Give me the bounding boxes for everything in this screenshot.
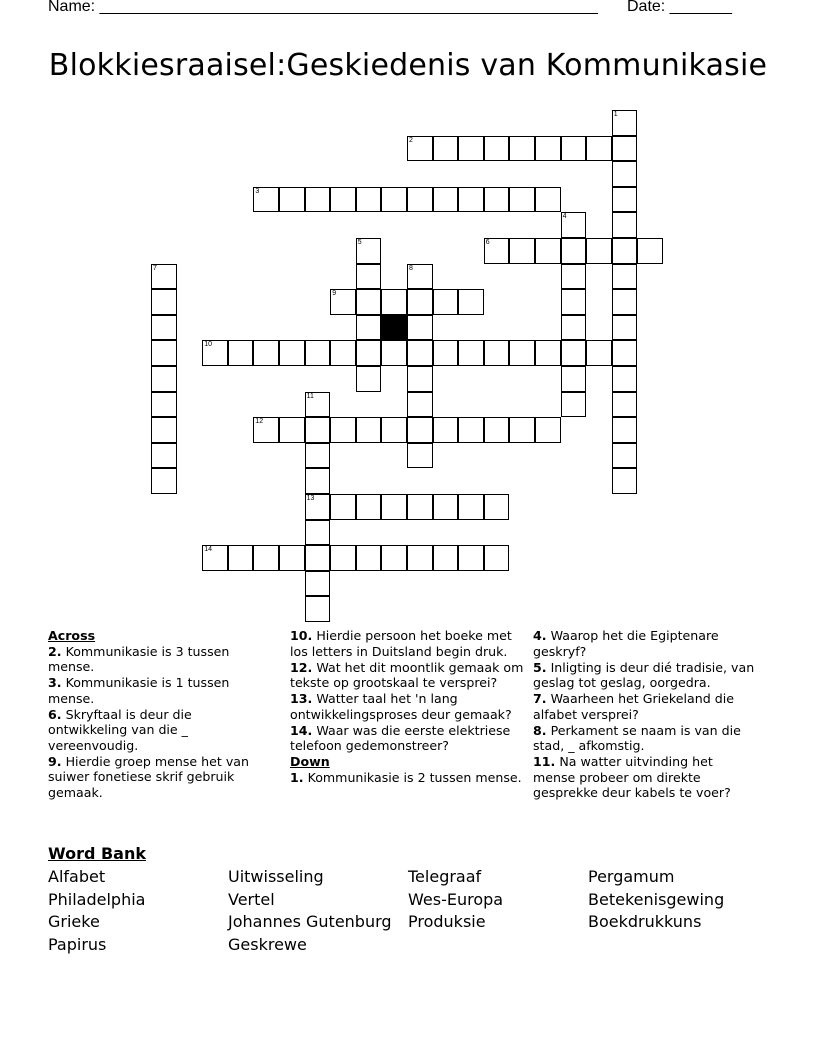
grid-cell[interactable] bbox=[356, 187, 382, 213]
grid-cell[interactable] bbox=[330, 187, 356, 213]
grid-cell[interactable] bbox=[407, 417, 433, 443]
clues-column-2 bbox=[290, 628, 526, 786]
grid-cell[interactable] bbox=[407, 289, 433, 315]
cell-number: 13 bbox=[306, 495, 315, 502]
grid-cell[interactable] bbox=[561, 392, 587, 418]
clue-number: 9. bbox=[48, 753, 62, 769]
cell-number: 1 bbox=[613, 111, 618, 118]
word-bank-item: Boekdrukkuns bbox=[588, 912, 702, 931]
grid-cell[interactable] bbox=[586, 136, 612, 162]
grid-cell[interactable] bbox=[535, 238, 561, 264]
clue-number: 8. bbox=[533, 722, 547, 738]
clue-text: Kommunikasie is 2 tussen mense. bbox=[307, 769, 522, 785]
word-bank-item: Philadelphia bbox=[48, 889, 146, 909]
name-field: Name: ________________________________________________________ bbox=[48, 0, 598, 15]
word-bank-title: Word Bank bbox=[48, 844, 147, 863]
grid-cell[interactable] bbox=[407, 443, 433, 469]
grid-cell[interactable] bbox=[253, 545, 279, 571]
grid-cell[interactable] bbox=[561, 315, 587, 341]
grid-cell[interactable] bbox=[484, 417, 510, 443]
cell-number: 3 bbox=[255, 187, 260, 195]
grid-cell[interactable] bbox=[305, 520, 331, 546]
grid-cell[interactable] bbox=[458, 289, 484, 315]
clue-text: Waar was die eerste elektriese telefoon gedemonstreer? bbox=[290, 722, 511, 753]
cell-number: 14 bbox=[204, 546, 212, 554]
clue-down-5 bbox=[533, 660, 758, 691]
grid-cell[interactable] bbox=[356, 494, 382, 520]
grid-cell[interactable] bbox=[381, 545, 407, 571]
down-heading: Down bbox=[290, 754, 330, 769]
grid-cell[interactable] bbox=[279, 417, 305, 443]
cell-number: 11 bbox=[306, 392, 314, 400]
word-bank-item: Vertel bbox=[228, 889, 275, 909]
grid-cell[interactable] bbox=[637, 238, 663, 264]
grid-cell[interactable] bbox=[458, 545, 484, 571]
grid-cell[interactable] bbox=[433, 340, 459, 366]
grid-cell[interactable] bbox=[151, 443, 177, 469]
grid-cell[interactable] bbox=[433, 187, 459, 213]
grid-cell[interactable] bbox=[612, 264, 638, 290]
word-bank-item: Papirus bbox=[48, 934, 107, 954]
word-bank-item: Geskrewe bbox=[228, 934, 307, 954]
clue-across-12 bbox=[290, 660, 526, 691]
grid-cell[interactable] bbox=[202, 545, 228, 571]
clues-column-3 bbox=[533, 628, 758, 801]
grid-cell[interactable] bbox=[407, 136, 433, 162]
clue-text: Wat het dit moontlik gemaak om tekste op grootskaal te versprei? bbox=[290, 659, 524, 690]
grid-cell[interactable] bbox=[509, 340, 535, 366]
grid-cell[interactable] bbox=[279, 340, 305, 366]
clue-number: 11. bbox=[533, 754, 556, 769]
grid-cell[interactable] bbox=[305, 596, 331, 622]
grid-cell[interactable] bbox=[151, 264, 177, 290]
grid-cell[interactable] bbox=[612, 289, 638, 315]
grid-block bbox=[381, 315, 407, 341]
grid-cell[interactable] bbox=[509, 136, 535, 162]
grid-cell[interactable] bbox=[612, 443, 638, 469]
grid-cell[interactable] bbox=[151, 366, 177, 392]
grid-cell[interactable] bbox=[612, 315, 638, 341]
grid-cell[interactable] bbox=[458, 417, 484, 443]
grid-cell[interactable] bbox=[253, 187, 279, 213]
word-bank-item: Grieke bbox=[48, 912, 100, 931]
grid-cell[interactable] bbox=[151, 392, 177, 418]
clues-column-1 bbox=[48, 628, 270, 801]
grid-cell[interactable] bbox=[509, 187, 535, 213]
grid-cell[interactable] bbox=[356, 315, 382, 341]
grid-cell[interactable] bbox=[612, 340, 638, 366]
word-bank-item: Uitwisseling bbox=[228, 867, 324, 886]
grid-cell[interactable] bbox=[458, 187, 484, 213]
clue-down-1 bbox=[290, 770, 526, 786]
clue-text: Kommunikasie is 3 tussen mense. bbox=[48, 643, 230, 674]
grid-cell[interactable] bbox=[484, 494, 510, 520]
grid-cell[interactable] bbox=[228, 545, 254, 571]
grid-cell[interactable] bbox=[535, 136, 561, 162]
clue-number: 2. bbox=[48, 643, 62, 659]
grid-cell[interactable] bbox=[586, 238, 612, 264]
grid-cell[interactable] bbox=[356, 417, 382, 443]
grid-cell[interactable] bbox=[305, 494, 331, 520]
grid-cell[interactable] bbox=[561, 340, 587, 366]
clue-text: Waarop het die Egiptenare geskryf? bbox=[533, 628, 719, 659]
clue-number: 13. bbox=[290, 691, 313, 706]
grid-cell[interactable] bbox=[330, 289, 356, 315]
clue-across-2 bbox=[48, 644, 270, 675]
clue-number: 4. bbox=[533, 628, 547, 643]
grid-cell[interactable] bbox=[381, 187, 407, 213]
clue-across-6 bbox=[48, 707, 270, 754]
clue-text: Skryftaal is deur die ontwikkeling van die _ vereenvoudig. bbox=[48, 706, 192, 753]
grid-cell[interactable] bbox=[561, 366, 587, 392]
cell-number: 4 bbox=[562, 213, 567, 221]
grid-cell[interactable] bbox=[484, 187, 510, 213]
word-bank-item: Pergamum bbox=[588, 867, 675, 886]
grid-cell[interactable] bbox=[305, 340, 331, 366]
grid-cell[interactable] bbox=[612, 136, 638, 162]
grid-cell[interactable] bbox=[561, 136, 587, 162]
clue-text: Hierdie groep mense het van suiwer fonetiese skrif gebruik gemaak. bbox=[48, 753, 249, 800]
clue-text: Inligting is deur dié tradisie, van geslag tot geslag, oorgedra. bbox=[533, 659, 755, 690]
grid-cell[interactable] bbox=[561, 238, 587, 264]
grid-cell[interactable] bbox=[612, 392, 638, 418]
grid-cell[interactable] bbox=[407, 264, 433, 290]
grid-cell[interactable] bbox=[407, 494, 433, 520]
word-bank-item: Telegraaf bbox=[408, 867, 482, 886]
grid-cell[interactable] bbox=[484, 238, 510, 264]
grid-cell[interactable] bbox=[561, 264, 587, 290]
cell-number: 6 bbox=[485, 239, 490, 246]
date-field: Date: _______ bbox=[627, 0, 732, 15]
grid-cell[interactable] bbox=[433, 545, 459, 571]
grid-cell[interactable] bbox=[458, 494, 484, 520]
grid-cell[interactable] bbox=[279, 187, 305, 213]
grid-cell[interactable] bbox=[561, 212, 587, 238]
grid-cell[interactable] bbox=[228, 340, 254, 366]
grid-cell[interactable] bbox=[356, 289, 382, 315]
clue-text: Hierdie persoon het boeke met los letters in Duitsland begin druk. bbox=[290, 628, 512, 659]
word-bank-item: Wes-Europa bbox=[408, 889, 504, 909]
clue-number: 1. bbox=[290, 769, 304, 785]
grid-cell[interactable] bbox=[381, 417, 407, 443]
word-bank-item: Produksie bbox=[408, 912, 486, 931]
clue-number: 12. bbox=[290, 659, 313, 675]
grid-cell[interactable] bbox=[484, 545, 510, 571]
page-title: Blokkiesraaisel:Geskiedenis van Kommunikasie bbox=[48, 48, 768, 83]
clue-across-3 bbox=[48, 675, 270, 706]
grid-cell[interactable] bbox=[356, 545, 382, 571]
cell-number: 2 bbox=[409, 136, 413, 144]
grid-cell[interactable] bbox=[484, 136, 510, 162]
grid-cell[interactable] bbox=[151, 289, 177, 315]
grid-cell[interactable] bbox=[305, 443, 331, 469]
grid-cell[interactable] bbox=[305, 187, 331, 213]
clue-text: Perkament se naam is van die stad, _ afkomstig. bbox=[533, 722, 741, 753]
grid-cell[interactable] bbox=[484, 340, 510, 366]
grid-cell[interactable] bbox=[407, 187, 433, 213]
clue-down-7 bbox=[533, 691, 758, 722]
grid-cell[interactable] bbox=[381, 340, 407, 366]
clue-text: Watter taal het 'n lang ontwikkelingsproses deur gemaak? bbox=[290, 691, 512, 722]
grid-cell[interactable] bbox=[535, 417, 561, 443]
clue-text: Na watter uitvinding het mense probeer om direkte gesprekke deur kabels te voer? bbox=[533, 754, 731, 800]
grid-cell[interactable] bbox=[612, 238, 638, 264]
cell-number: 9 bbox=[332, 290, 337, 298]
clue-number: 3. bbox=[48, 675, 62, 690]
clue-down-4 bbox=[533, 628, 758, 659]
grid-cell[interactable] bbox=[458, 136, 484, 162]
grid-cell[interactable] bbox=[509, 417, 535, 443]
across-heading: Across bbox=[48, 628, 96, 643]
grid-cell[interactable] bbox=[381, 289, 407, 315]
grid-cell[interactable] bbox=[330, 545, 356, 571]
cell-number: 10 bbox=[204, 341, 212, 349]
clue-number: 7. bbox=[533, 691, 547, 706]
grid-cell[interactable] bbox=[305, 417, 331, 443]
grid-cell[interactable] bbox=[586, 340, 612, 366]
grid-cell[interactable] bbox=[305, 571, 331, 597]
grid-cell[interactable] bbox=[407, 392, 433, 418]
cell-number: 5 bbox=[357, 239, 362, 246]
clue-across-13 bbox=[290, 691, 526, 722]
word-bank-item: Johannes Gutenburg bbox=[228, 912, 392, 931]
clue-down-11 bbox=[533, 754, 758, 801]
cell-number: 12 bbox=[255, 418, 264, 426]
cell-number: 8 bbox=[409, 264, 413, 272]
grid-cell[interactable] bbox=[151, 468, 177, 494]
clue-across-14 bbox=[290, 723, 526, 754]
clue-number: 14. bbox=[290, 722, 313, 738]
grid-cell[interactable] bbox=[202, 340, 228, 366]
clue-number: 10. bbox=[290, 628, 313, 643]
grid-cell[interactable] bbox=[612, 110, 638, 136]
grid-cell[interactable] bbox=[612, 417, 638, 443]
grid-cell[interactable] bbox=[433, 494, 459, 520]
grid-cell[interactable] bbox=[612, 468, 638, 494]
clue-number: 6. bbox=[48, 706, 62, 722]
grid-cell[interactable] bbox=[356, 238, 382, 264]
clue-text: Kommunikasie is 1 tussen mense. bbox=[48, 675, 230, 706]
grid-cell[interactable] bbox=[305, 545, 331, 571]
grid-cell[interactable] bbox=[407, 545, 433, 571]
grid-cell[interactable] bbox=[612, 161, 638, 187]
grid-cell[interactable] bbox=[356, 340, 382, 366]
clue-across-9 bbox=[48, 754, 270, 801]
grid-cell[interactable] bbox=[305, 392, 331, 418]
clue-text: Waarheen het Griekeland die alfabet versprei? bbox=[533, 691, 734, 722]
grid-cell[interactable] bbox=[305, 468, 331, 494]
grid-cell[interactable] bbox=[561, 289, 587, 315]
grid-cell[interactable] bbox=[535, 187, 561, 213]
grid-cell[interactable] bbox=[253, 340, 279, 366]
grid-cell[interactable] bbox=[330, 340, 356, 366]
grid-cell[interactable] bbox=[407, 340, 433, 366]
grid-cell[interactable] bbox=[356, 264, 382, 290]
clue-number: 5. bbox=[533, 659, 547, 675]
grid-cell[interactable] bbox=[330, 494, 356, 520]
grid-cell[interactable] bbox=[151, 315, 177, 341]
word-bank-item: Alfabet bbox=[48, 867, 106, 886]
grid-cell[interactable] bbox=[151, 417, 177, 443]
grid-cell[interactable] bbox=[330, 417, 356, 443]
grid-cell[interactable] bbox=[407, 315, 433, 341]
grid-cell[interactable] bbox=[253, 417, 279, 443]
grid-cell[interactable] bbox=[612, 366, 638, 392]
clue-down-8 bbox=[533, 723, 758, 754]
grid-cell[interactable] bbox=[356, 366, 382, 392]
grid-cell[interactable] bbox=[433, 136, 459, 162]
grid-cell[interactable] bbox=[433, 289, 459, 315]
grid-cell[interactable] bbox=[458, 340, 484, 366]
grid-cell[interactable] bbox=[612, 187, 638, 213]
cell-number: 7 bbox=[153, 264, 157, 272]
word-bank-item: Betekenisgewing bbox=[588, 889, 725, 909]
grid-cell[interactable] bbox=[509, 238, 535, 264]
grid-cell[interactable] bbox=[433, 417, 459, 443]
clue-across-10 bbox=[290, 628, 526, 659]
grid-cell[interactable] bbox=[151, 340, 177, 366]
grid-cell[interactable] bbox=[612, 212, 638, 238]
grid-cell[interactable] bbox=[407, 366, 433, 392]
grid-cell[interactable] bbox=[279, 545, 305, 571]
grid-cell[interactable] bbox=[535, 340, 561, 366]
grid-cell[interactable] bbox=[381, 494, 407, 520]
